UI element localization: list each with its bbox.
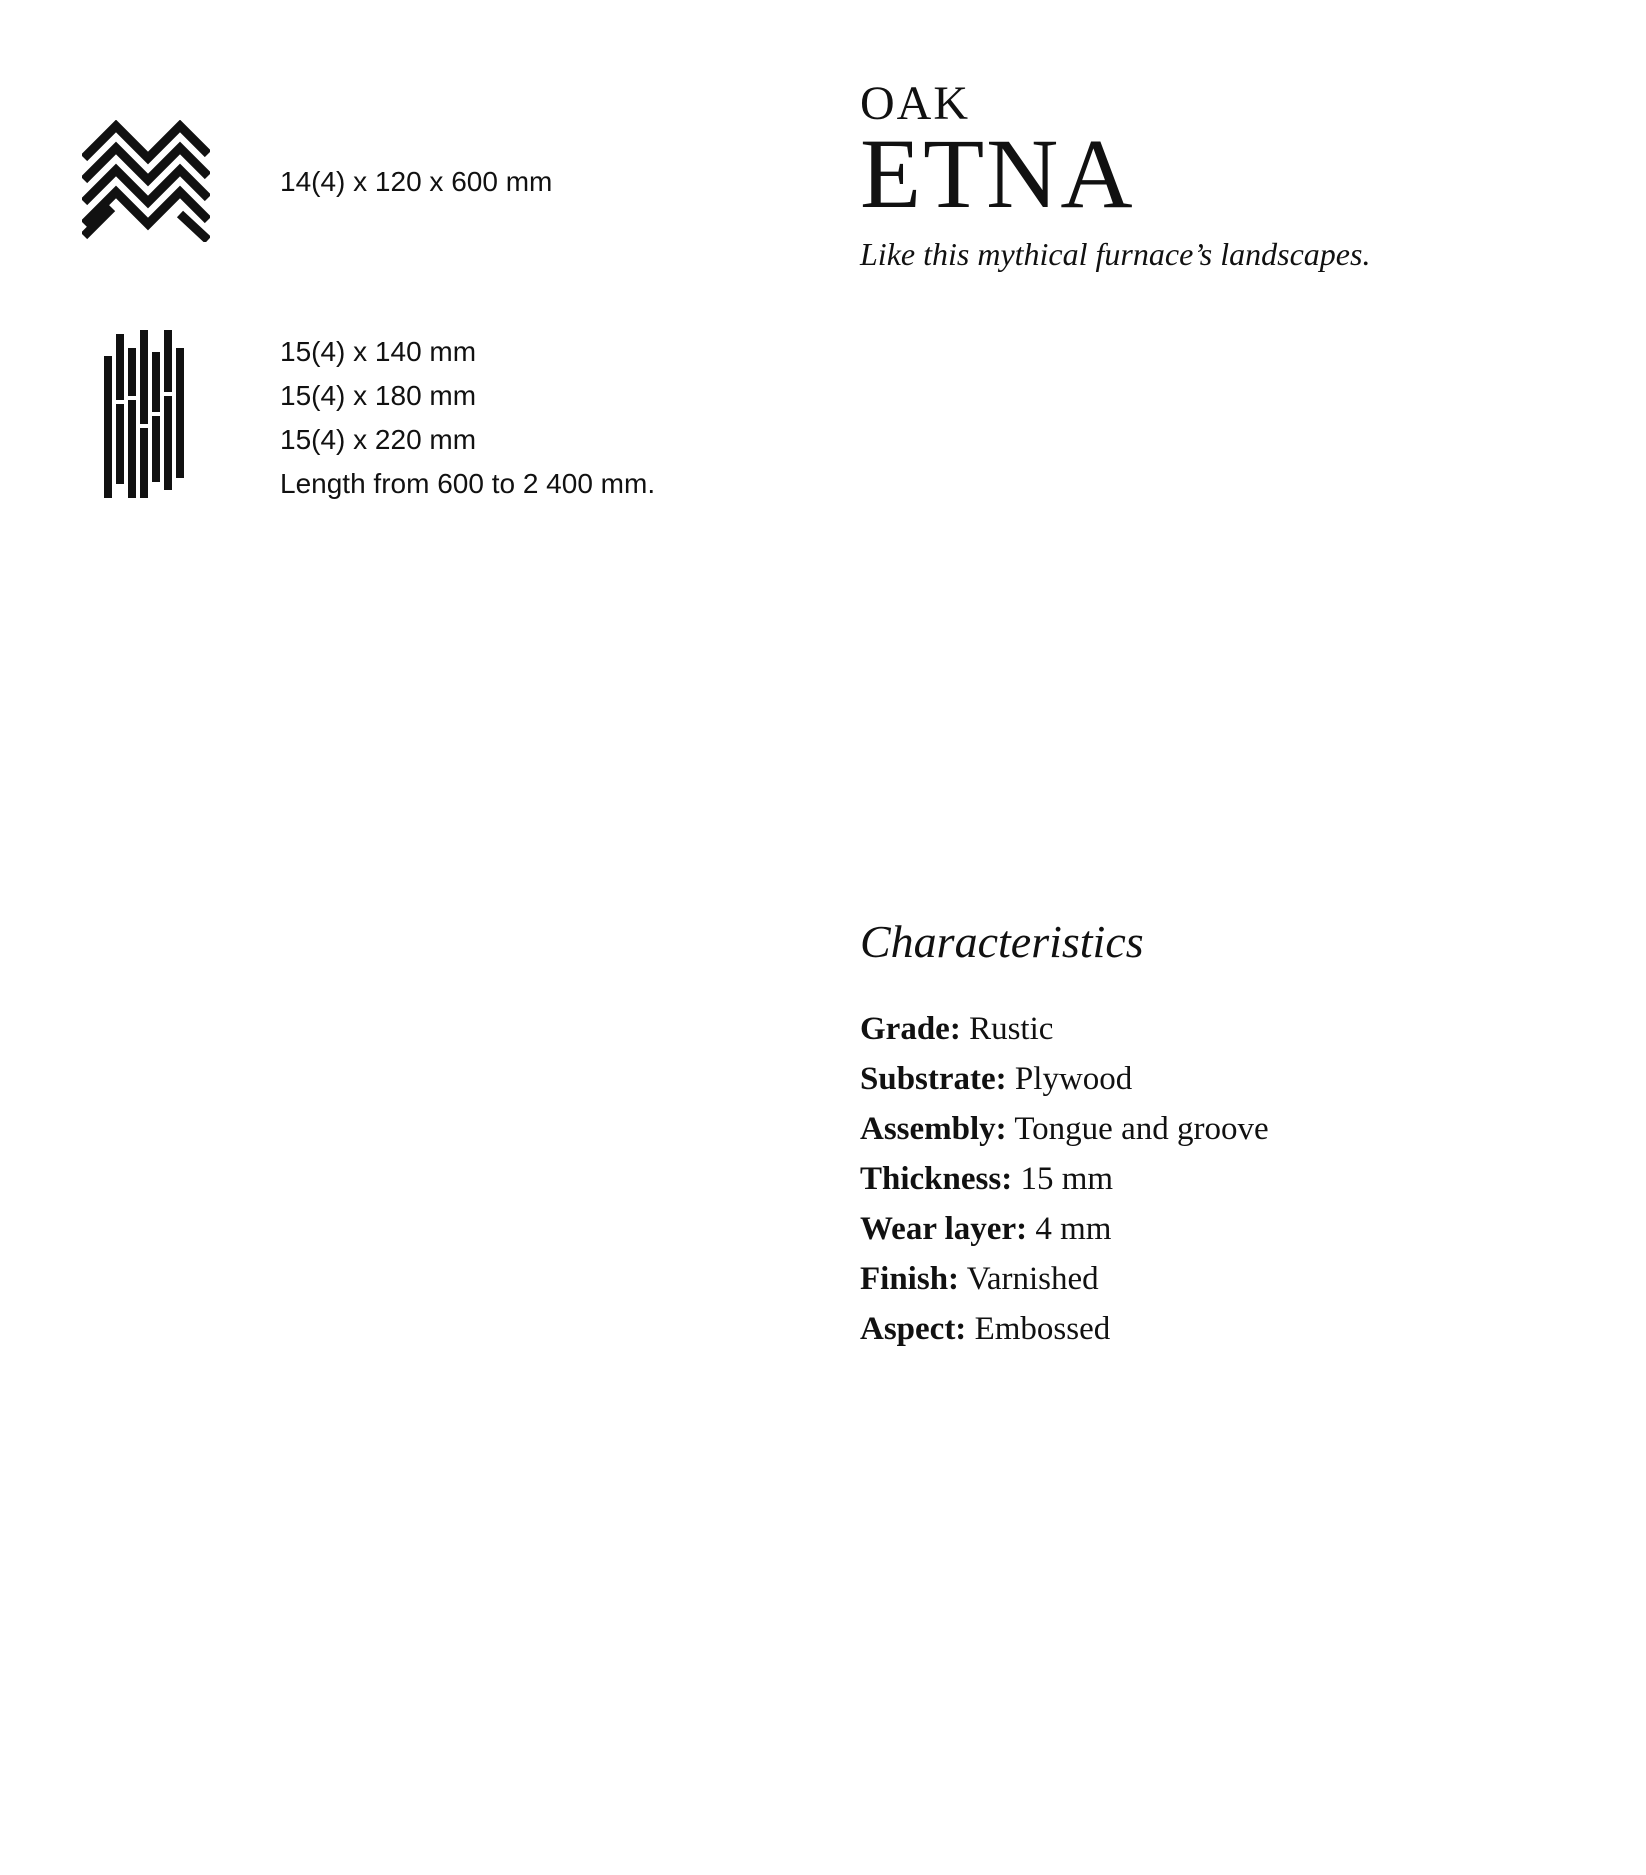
length-range-line: Length from 600 to 2 400 mm.: [280, 468, 656, 499]
characteristic-grade: [860, 1004, 1269, 1054]
characteristic-label: Grade:: [860, 1011, 961, 1047]
product-header: [860, 78, 1370, 274]
characteristic-wear-layer: [860, 1204, 1269, 1254]
characteristic-finish: [860, 1254, 1269, 1304]
characteristic-value: Varnished: [966, 1261, 1099, 1297]
characteristic-label: Assembly:: [860, 1111, 1007, 1147]
characteristic-value: Plywood: [1014, 1061, 1133, 1097]
characteristics-title: Characteristics: [860, 916, 1144, 967]
product-species: OAK: [860, 77, 970, 130]
product-tagline: Like this mythical furnace’s landscapes.: [860, 236, 1371, 272]
herringbone-dimensions: [280, 160, 552, 204]
characteristic-substrate: [860, 1054, 1269, 1104]
characteristic-label: Aspect:: [860, 1311, 967, 1347]
characteristic-value: 15 mm: [1020, 1161, 1114, 1197]
dimension-line: 15(4) x 140 mm: [280, 336, 477, 367]
characteristic-label: Substrate:: [860, 1061, 1007, 1097]
characteristic-label: Wear layer:: [860, 1211, 1028, 1247]
characteristic-assembly: [860, 1104, 1269, 1154]
dimension-line: 14(4) x 120 x 600 mm: [280, 166, 553, 197]
plank-dimensions: [280, 330, 655, 506]
characteristic-label: Finish:: [860, 1261, 960, 1297]
characteristic-aspect: [860, 1304, 1269, 1354]
plank-pattern-icon: [104, 330, 188, 498]
characteristics-section: [860, 912, 1269, 1354]
characteristic-value: Embossed: [974, 1311, 1111, 1347]
product-name: ETNA: [860, 118, 1135, 229]
characteristic-thickness: [860, 1154, 1269, 1204]
characteristic-value: 4 mm: [1035, 1211, 1112, 1247]
herringbone-pattern-icon: [82, 120, 210, 242]
dimension-line: 15(4) x 220 mm: [280, 424, 477, 455]
characteristic-value: Rustic: [969, 1011, 1054, 1047]
characteristic-value: Tongue and groove: [1014, 1111, 1269, 1147]
dimension-line: 15(4) x 180 mm: [280, 380, 477, 411]
characteristic-label: Thickness:: [860, 1161, 1013, 1197]
